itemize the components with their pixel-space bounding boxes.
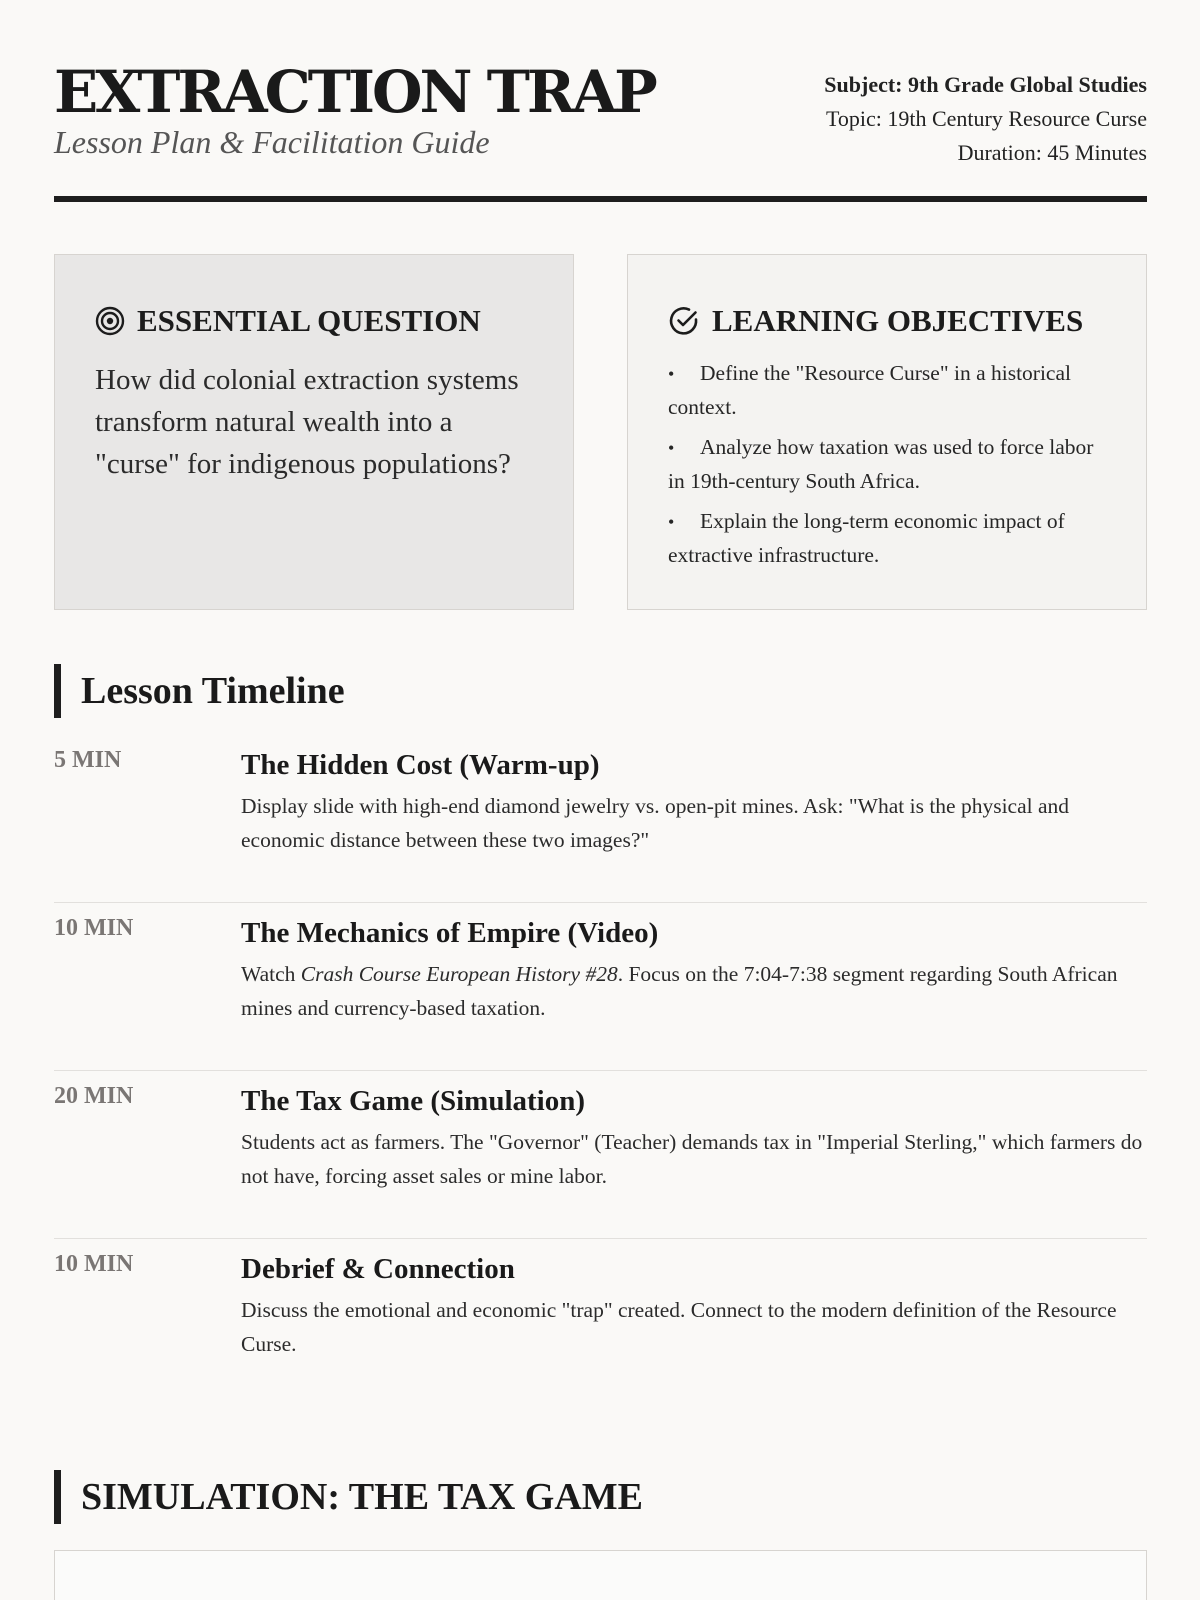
timeline-description: Discuss the emotional and economic "trap" created. Connect to the modern definition of the Resource Curse. [241,1298,1117,1356]
page-subtitle: Lesson Plan & Facilitation Guide [54,124,490,160]
simulation-box [54,1550,1147,1600]
subject-line: Subject: 9th Grade Global Studies [824,72,1147,97]
timeline-row [54,1239,1147,1407]
timeline-row [54,735,1147,903]
timeline-duration: 10 MIN [54,915,134,941]
check-circle-icon [668,305,700,337]
objectives-list [668,357,1106,572]
timeline-row [54,1071,1147,1239]
essential-question-text: How did colonial extraction systems transform natural wealth into a "curse" for indigenous populations? [95,364,519,480]
objective-item: • Explain the long-term economic impact of extractive infrastructure. [668,509,1065,567]
essential-question-heading: ESSENTIAL QUESTION [137,303,481,338]
duration-line: Duration: 45 Minutes [957,140,1147,165]
page-header [54,56,1147,202]
timeline-title: The Tax Game (Simulation) [241,1085,586,1117]
topic-line: Topic: 19th Century Resource Curse [825,106,1147,131]
timeline-duration: 20 MIN [54,1083,134,1109]
essential-question-card [54,254,574,610]
timeline-duration: 10 MIN [54,1251,134,1277]
lesson-timeline [54,735,1147,1407]
timeline-description: Watch Crash Course European History #28. Focus on the 7:04-7:38 segment regarding South African mines and currency-based taxation. [241,962,1118,1020]
timeline-title: Debrief & Connection [241,1253,515,1285]
timeline-row [54,903,1147,1071]
learning-objectives-heading: LEARNING OBJECTIVES [712,303,1084,338]
timeline-duration: 5 MIN [54,747,122,773]
simulation-heading: SIMULATION: THE TAX GAME [54,1470,643,1524]
objective-item: • Analyze how taxation was used to force labor in 19th-century South Africa. [668,435,1094,493]
timeline-description: Students act as farmers. The "Governor" (Teacher) demands tax in "Imperial Sterling," which farmers do not have, forcing asset sales or mine labor. [241,1130,1143,1188]
timeline-description: Display slide with high-end diamond jewelry vs. open-pit mines. Ask: "What is the physical and economic distance between these two images?" [241,794,1070,852]
target-icon [95,306,125,336]
timeline-title: The Hidden Cost (Warm-up) [241,749,600,781]
video-title: Crash Course European History #28 [300,962,618,986]
timeline-heading: Lesson Timeline [54,664,345,718]
objective-item: • Define the "Resource Curse" in a historical context. [668,361,1071,419]
lesson-meta [824,68,1147,170]
learning-objectives-card [627,254,1147,610]
page-title: EXTRACTION TRAP [54,58,655,126]
timeline-title: The Mechanics of Empire (Video) [241,917,659,949]
